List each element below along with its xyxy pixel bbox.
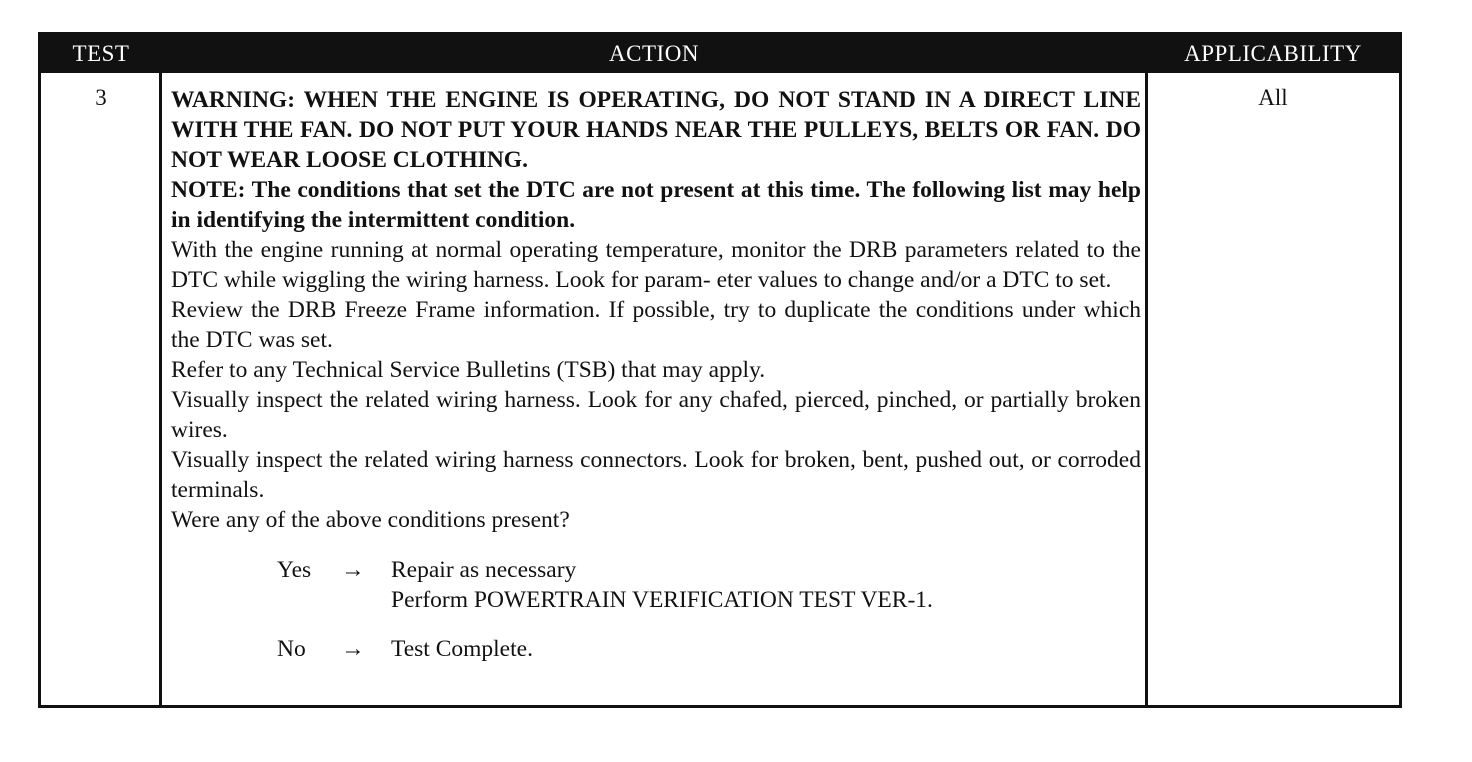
step-inspect-harness: Visually inspect the related wiring harness. Look for any chafed, pierced, pinched, or partially broken wires. — [171, 387, 1141, 443]
applicability-value: All — [1258, 85, 1288, 110]
no-result: Test Complete. — [391, 636, 533, 662]
column-divider-test — [159, 73, 162, 705]
note-text: NOTE: The conditions that set the DTC are not present at this time. The following list may help in identifying the intermittent condition. — [171, 177, 1141, 233]
yes-label: Yes — [277, 557, 312, 583]
yes-result-line1: Repair as necessary — [391, 557, 577, 583]
step-inspect-connectors: Visually inspect the related wiring harness connectors. Look for broken, bent, pushed out, or corroded terminals. — [171, 447, 1141, 503]
step-refer-tsb: Refer to any Technical Service Bulletins (TSB) that may apply. — [171, 357, 766, 383]
warning-text: WARNING: WHEN THE ENGINE IS OPERATING, DO NOT STAND IN A DIRECT LINE WITH THE FAN. DO NOT PUT YOUR HANDS NEAR THE PULLEYS, BELTS OR FAN. DO NOT WEAR LOOSE CLOTHING. — [171, 87, 1141, 173]
action-cell — [171, 85, 1141, 664]
header-test: TEST — [72, 41, 130, 66]
yes-result-line2: Perform POWERTRAIN VERIFICATION TEST VER-1. — [391, 587, 933, 613]
header-applicability: APPLICABILITY — [1184, 41, 1362, 66]
test-number: 3 — [95, 85, 107, 110]
yes-arrow-icon: → — [341, 557, 365, 583]
step-monitor-parameters: With the engine running at normal operating temperature, monitor the DRB parameters related to the DTC while wiggling the wiring harness. Look for param- eter values to change and/or a DTC to set. — [171, 237, 1141, 293]
step-review-freeze-frame: Review the DRB Freeze Frame information. If possible, try to duplicate the conditions under which the DTC was set. — [171, 297, 1141, 353]
no-arrow-icon: → — [341, 636, 365, 662]
question-text: Were any of the above conditions present? — [171, 507, 570, 533]
diagnostic-test-table — [38, 32, 1402, 708]
no-branch — [171, 634, 1141, 664]
yes-branch-continued — [171, 585, 1141, 615]
no-label: No — [277, 636, 306, 662]
header-action: ACTION — [609, 41, 699, 66]
column-divider-applicability — [1145, 73, 1148, 705]
yes-branch — [171, 555, 1141, 585]
table-header — [41, 35, 1399, 73]
